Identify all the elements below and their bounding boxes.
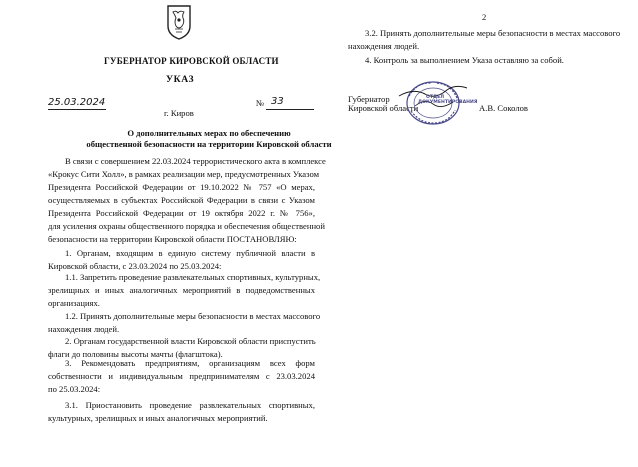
paragraph-1-1 — [48, 271, 321, 310]
signature-title-line-2: Кировской области — [348, 103, 419, 113]
document-number: 33 — [271, 96, 284, 107]
document-date: 25.03.2024 — [48, 97, 106, 108]
intro-line: Президента Российской Федерации от 19.10.2022 № 757 «О мерах, — [48, 182, 315, 192]
paragraph-line: нахождения людей. — [348, 41, 420, 51]
authority-title: ГУБЕРНАТОР КИРОВСКОЙ ОБЛАСТИ — [104, 56, 279, 66]
decree-title-line-2: общественной безопасности на территории Кировской области — [86, 139, 332, 149]
paragraph-line: 1.2. Принять дополнительные меры безопасности в местах массового — [65, 311, 321, 321]
stamp-text: ОТДЕЛ ДОКУМЕНТИРОВАНИЯ — [418, 95, 478, 106]
paragraph-1-2 — [48, 310, 321, 336]
paragraph-3-2 — [348, 27, 621, 53]
document-type: УКАЗ — [166, 74, 195, 85]
signature-title-line-1: Губернатор — [348, 94, 390, 104]
paragraph-4: 4. Контроль за выполнением Указа оставляю за собой. — [365, 55, 564, 65]
intro-line: В связи с совершением 22.03.2024 террористического акта в комплексе — [65, 156, 326, 166]
paragraph-3 — [48, 357, 315, 396]
number-sign: № — [256, 98, 265, 108]
paragraph-line: 3. Рекомендовать предприятиям, организациям всех форм — [65, 358, 315, 368]
paragraph-line: 1.1. Запретить проведение развлекательных спортивных, культурных, — [65, 272, 321, 282]
paragraph-line: по 25.03.2024: — [48, 384, 101, 394]
paragraph-line: 2. Органам государственной власти Кировской области приспустить — [65, 336, 316, 346]
paragraph-line: 3.2. Принять дополнительные меры безопасности в местах массового — [365, 28, 621, 38]
intro-line: осуществляемых в субъектах Российской Федерации в связи с Указом — [48, 195, 315, 205]
intro-paragraph — [48, 155, 326, 246]
signer-name: А.В. Соколов — [479, 103, 528, 113]
paragraph-line: культурных, зрелищных и иных аналогичных мероприятий. — [48, 413, 268, 423]
city-label: г. Киров — [164, 108, 194, 118]
paragraph-3-1 — [48, 399, 315, 425]
intro-line: Президента Российской Федерации от 19 октября 2022 г. № 756», — [48, 208, 315, 218]
paragraph-line: 1. Органам, входящим в единую систему публичной власти в — [65, 248, 315, 258]
paragraph-line: собственности и индивидуальным предпринимателям с 23.03.2024 — [48, 371, 315, 381]
paragraph-1 — [48, 247, 315, 273]
decree-title-line-1: О дополнительных мерах по обеспечению — [127, 128, 291, 138]
paragraph-line: зрелищных и иных аналогичных мероприятий в подведомственных — [48, 285, 315, 295]
date-underline — [48, 109, 106, 110]
number-underline — [266, 109, 314, 110]
paragraph-line: флаги до половины высоты мачты (флагштока). — [48, 349, 223, 359]
paragraph-line: нахождения людей. — [48, 324, 120, 334]
intro-line: безопасности на территории Кировской области ПОСТАНОВЛЯЮ: — [48, 234, 297, 244]
coat-of-arms-icon — [166, 4, 192, 40]
paragraph-line: организациях. — [48, 298, 100, 308]
paragraph-line: Кировской области, с 23.03.2024 по 25.03.2024: — [48, 261, 222, 271]
page-number: 2 — [482, 12, 487, 22]
paragraph-line: 3.1. Приостановить проведение развлекательных спортивных, — [65, 400, 315, 410]
intro-line: для усиления охраны общественного порядка и обеспечения общественной — [48, 221, 325, 231]
intro-line: «Крокус Сити Холл», в рамках реализации мер, предусмотренных Указом — [48, 169, 320, 179]
